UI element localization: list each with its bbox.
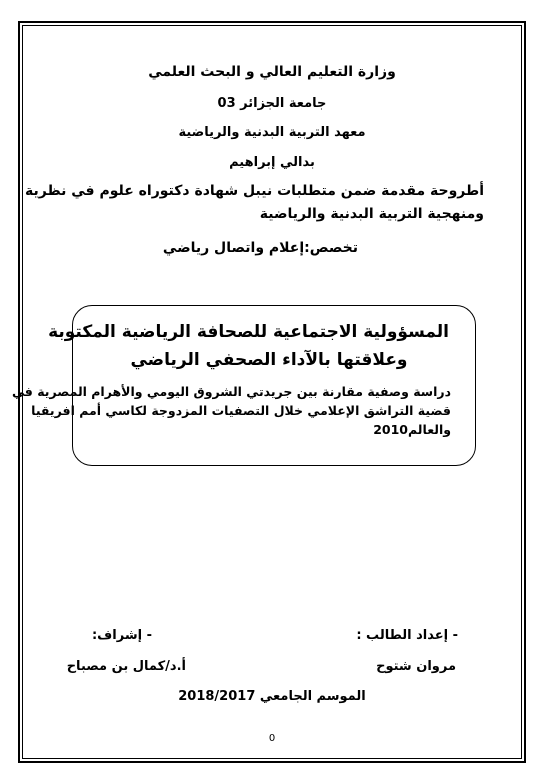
student-label: - إعداد الطالب : xyxy=(356,628,458,643)
supervisor-name: أ.د/كمال بن مصباح xyxy=(66,659,186,674)
page-number: 0 xyxy=(268,733,276,744)
supervisor-label: - إشراف: xyxy=(91,628,152,643)
institute-name: معهد التربية البدنية والرياضية xyxy=(178,125,366,140)
thesis-subtitle-line2: قضية التراشق الإعلامي خلال التصفيات المزدوجة لكاسي أمم افريقيا xyxy=(31,403,451,418)
department-name: بدالي إبراهيم xyxy=(229,155,315,170)
academic-year: الموسم الجامعي 2018/2017 xyxy=(178,689,366,704)
thesis-subtitle-line1: دراسة وصفية مقارنة بين جريدتي الشروق اليومي والأهرام المصرية في xyxy=(12,384,451,399)
thesis-title-line1: المسؤولية الاجتماعية للصحافة الرياضية المكتوبة xyxy=(48,322,449,342)
ministry-name: وزارة التعليم العالي و البحث العلمي xyxy=(148,64,396,80)
thesis-title-line2: وعلاقتها بالآداء الصحفي الرياضي xyxy=(130,350,408,370)
specialty: تخصص:إعلام واتصال رياضي xyxy=(162,240,358,256)
university-name: جامعة الجزائر 03 xyxy=(217,96,327,111)
thesis-purpose-line2: ومنهجية التربية البدنية والرياضية xyxy=(259,206,484,222)
student-name: مروان شتوح xyxy=(376,659,456,674)
thesis-title-box xyxy=(12,305,476,466)
thesis-subtitle-line3: والعالم2010 xyxy=(373,422,451,437)
thesis-purpose-line1: أطروحة مقدمة ضمن متطلبات نيبل شهادة دكتوراه علوم في نظرية xyxy=(25,183,484,199)
